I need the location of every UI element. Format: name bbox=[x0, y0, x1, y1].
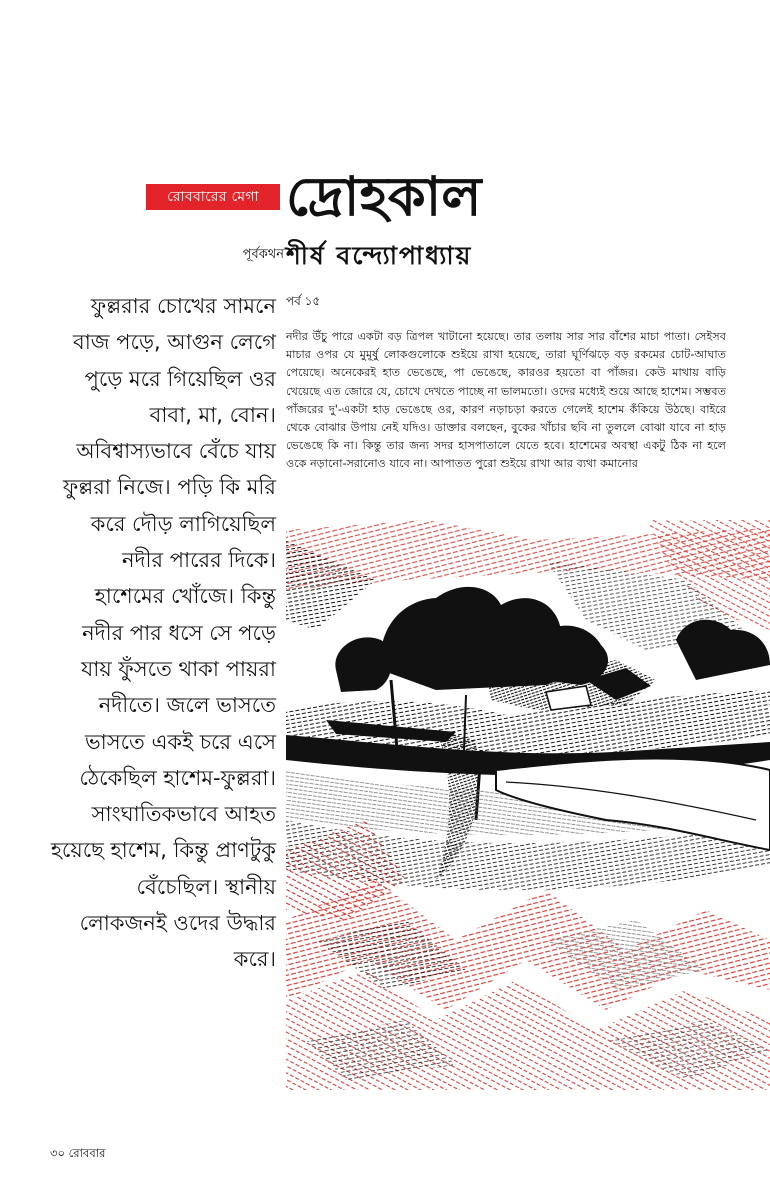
river-illustration bbox=[286, 520, 770, 1090]
story-body: নদীর উঁচু পারে একটা বড় ত্রিপল খাটানো হয়েছে। তার তলায় সার সার বাঁশের মাচা পাতা। সেইসব মাচার ওপর যে মুমূর্ষু লোকগুলোকে শুইয়ে রাখা হয়েছে, তারা ঘূর্ণিঝড়ে বড় রকমের চোট-আঘাত পেয়েছে। অনেকেরই হাত ভেঙেছে, পা ভেঙেছে, কারও‌র হয়তো বা পাঁজর। কেউ মাথায় বাড়ি খেয়েছে এত জোরে যে, চোখে দেখতে পাচ্ছে না ভালমতো। ওদের মধ্যেই শুয়ে আছে হাশেম। সম্ভবত পাঁজরের দু'-একটা হাড় ভেঙেছে ওর, কারণ নড়াচড়া করতে গেলেই হাশেম কঁকিয়ে উঠছে। বাইরে থেকে বোঝার উপায় নেই যদিও। ডাক্তার বলছেন, বুকের খাঁচার ছবি না তুললে বোঝা যাবে না হাড় ভেঙেছে কি না। কিন্তু তার জন্য সদর হাসপাতালে যেতে হবে। হাশেমের অবস্থা একটু ঠিক না হলে ওকে নড়ানো-সরানোও যাবে না। আপাতত পুরো শুইয়ে রাখা আর ব্যথা কমানোর bbox=[286, 330, 726, 471]
episode-number: পর্ব ১৫ bbox=[286, 294, 321, 308]
author-name: শীর্ষ বন্দ্যোপাধ্যায় bbox=[286, 241, 473, 270]
story-title: দ্রোহকাল bbox=[286, 164, 482, 228]
recap-text: ফুল্লরার চোখের সামনে বাজ পড়ে, আগুন লেগে পুড়ে মরে গিয়েছিল ওর বাবা, মা, বোন। অবিশ্বাস্যভাবে বেঁচে যায় ফুল্লরা নিজে। পড়ি কি মরি করে দৌড় লাগিয়েছিল নদীর পারের দিকে। হাশেমের খোঁজে। কিন্তু নদীর পার ধসে সে পড়ে যায় ফুঁসতে থাকা পায়রা নদীতে। জলে ভাসতে ভাসতে একই চরে এসে ঠেকেছিল হাশেম-ফুল্লরা। সাংঘাতিকভাবে আহত হয়েছে হাশেম, কিন্তু প্রাণটুকু বেঁচেছিল। স্থানীয় লোকজনই ওদের উদ্ধার করে। bbox=[50, 294, 276, 972]
recap-label: পূর্বকথন bbox=[242, 247, 284, 262]
series-badge: রোববারের মেগা bbox=[146, 184, 280, 210]
page-folio: ৩০ রোববার bbox=[50, 1146, 106, 1160]
